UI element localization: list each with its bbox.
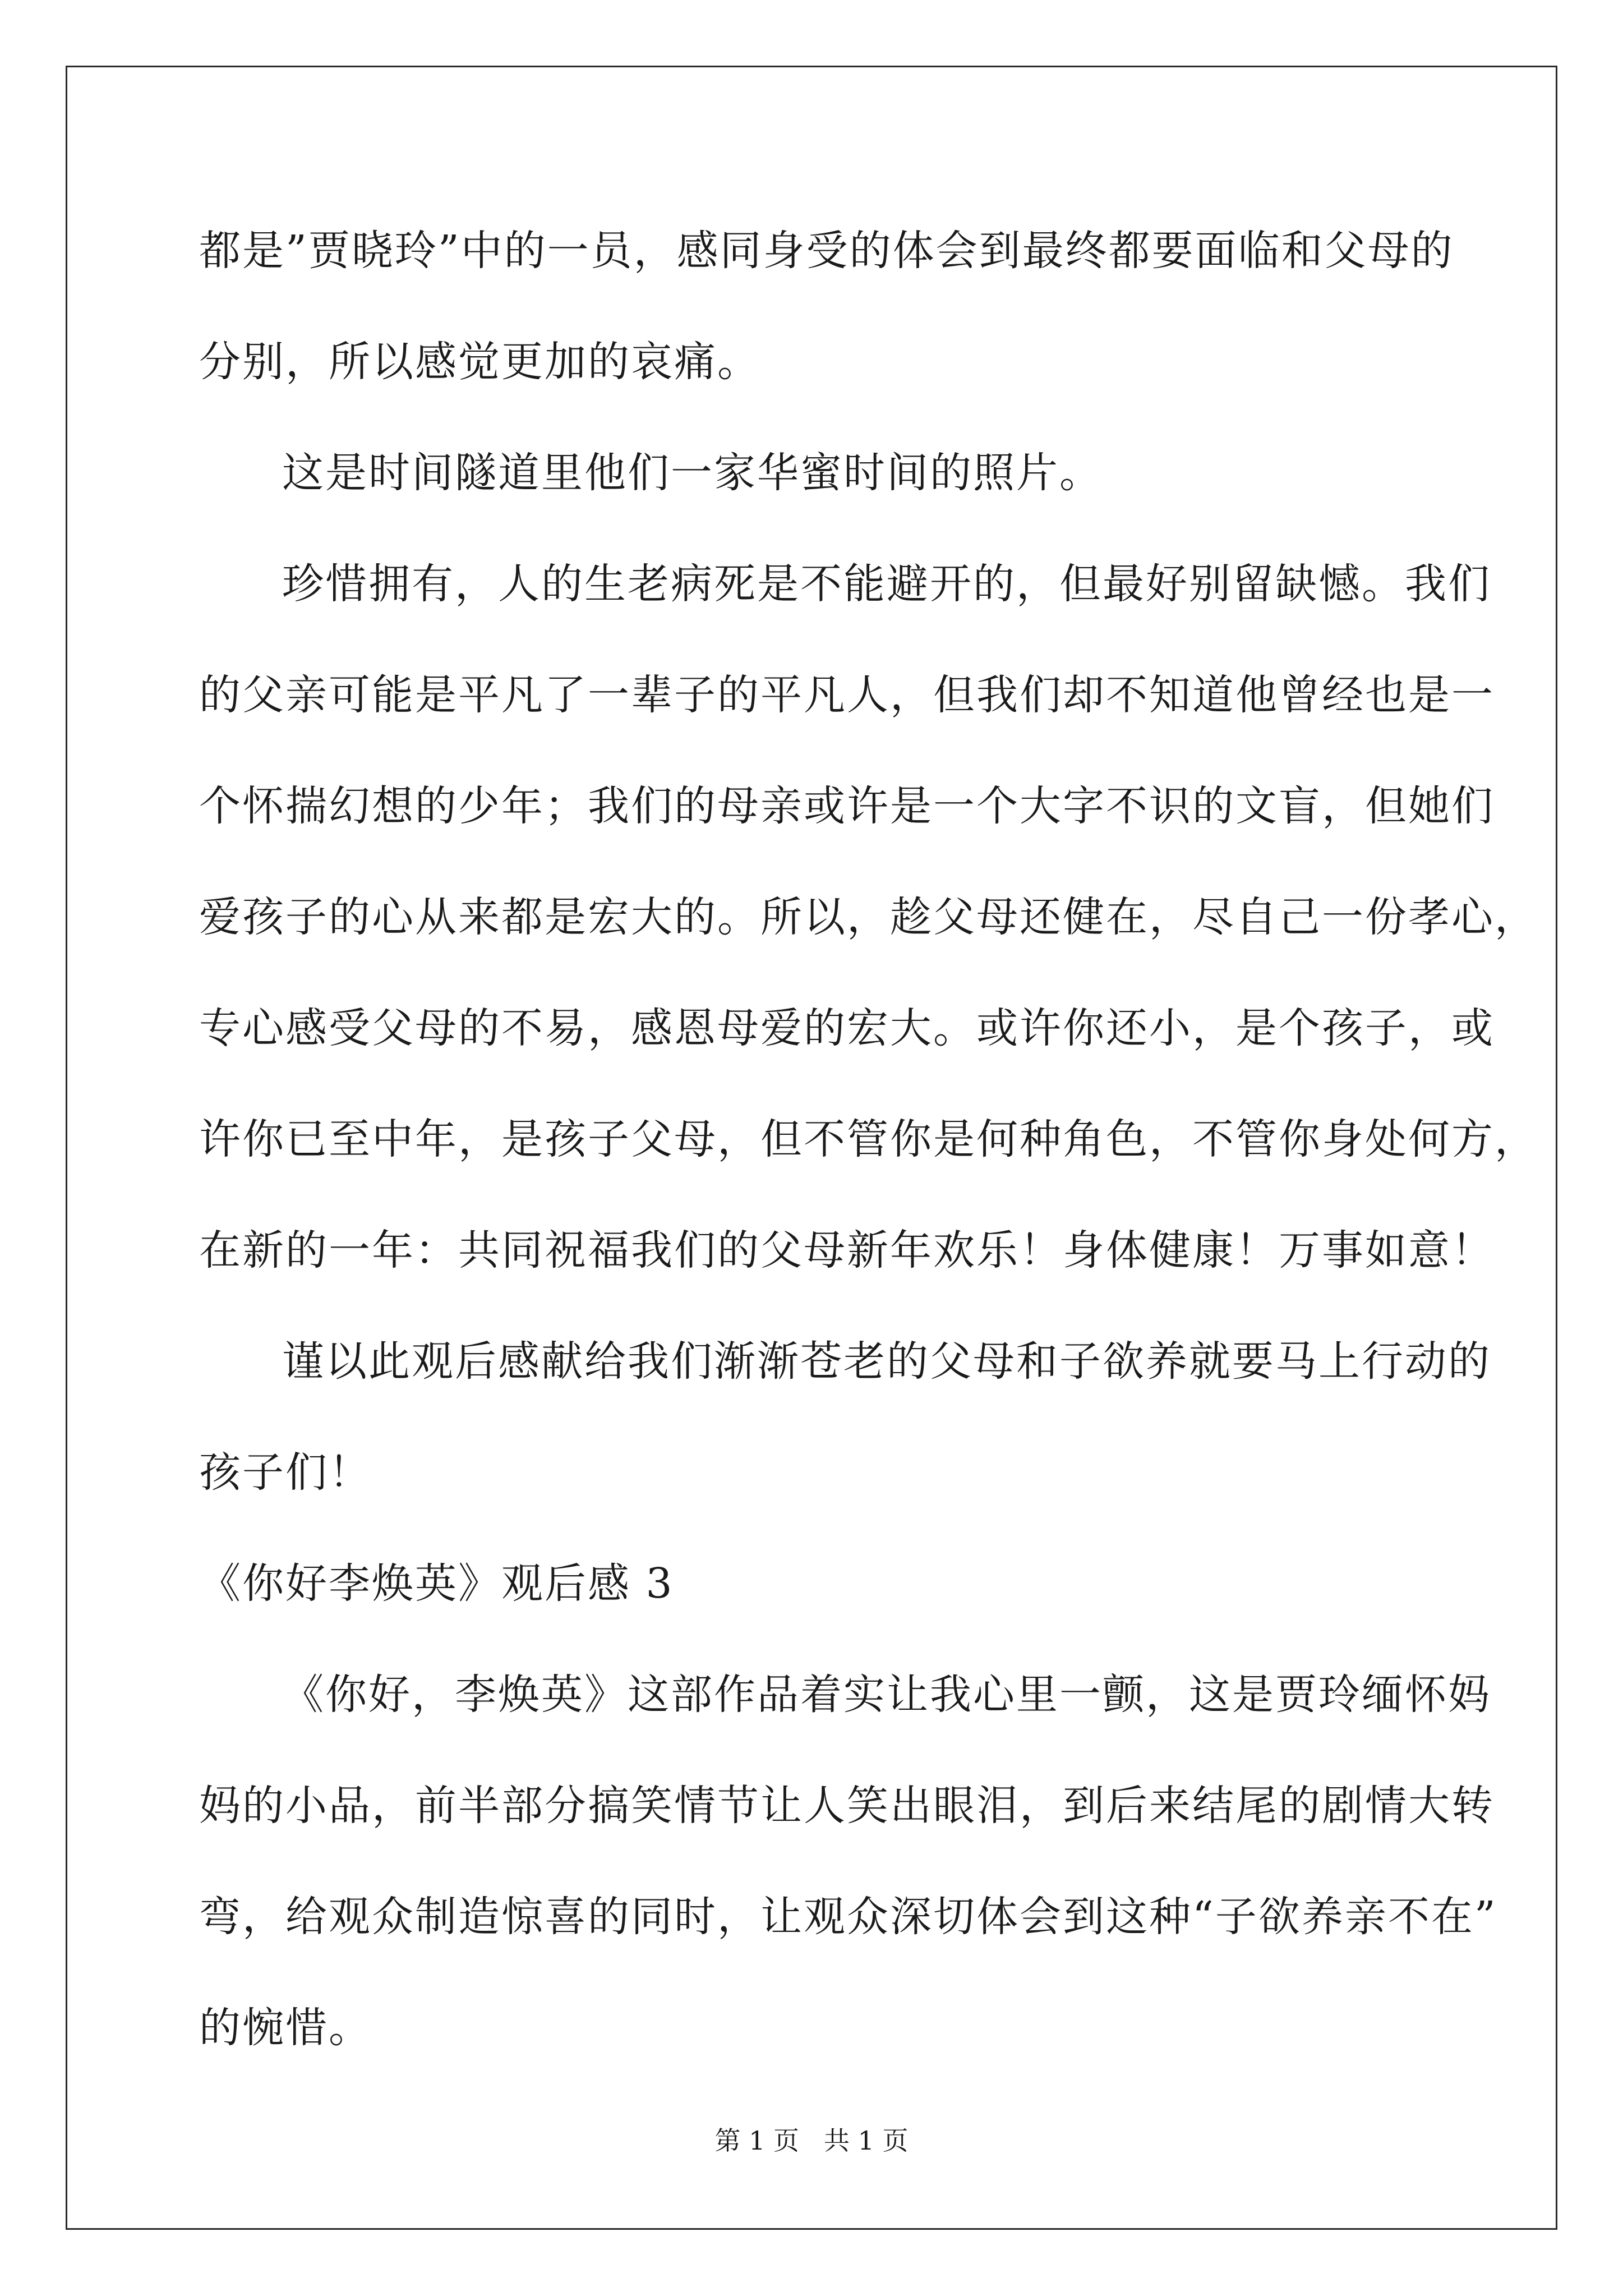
page-number-current: 第 1 页 xyxy=(714,2125,799,2156)
paragraph-line: 《你好，李焕英》这部作品着实让我心里一颤，这是贾玲缅怀妈 xyxy=(282,1671,1491,1719)
page-footer xyxy=(0,2120,1623,2157)
paragraph-line: 的惋惜。 xyxy=(199,2004,372,2052)
paragraph-line: 许你已至中年，是孩子父母，但不管你是何种角色，不管你身处何方， xyxy=(199,1115,1538,1163)
section-heading: 《你好李焕英》观后感 3 xyxy=(199,1559,674,1608)
paragraph-line: 妈的小品，前半部分搞笑情节让人笑出眼泪，到后来结尾的剧情大转 xyxy=(199,1782,1495,1830)
paragraph-line: 都是”贾晓玲”中的一员，感同身受的体会到最终都要面临和父母的 xyxy=(199,227,1454,275)
paragraph-line: 爱孩子的心从来都是宏大的。所以，趁父母还健在，尽自己一份孝心， xyxy=(199,893,1538,941)
paragraph-line: 个怀揣幻想的少年；我们的母亲或许是一个大字不识的文盲，但她们 xyxy=(199,782,1495,830)
paragraph-line: 的父亲可能是平凡了一辈子的平凡人，但我们却不知道他曾经也是一 xyxy=(199,671,1495,719)
paragraph-line: 谨以此观后感献给我们渐渐苍老的父母和子欲养就要马上行动的 xyxy=(282,1337,1491,1386)
document-body xyxy=(199,209,1538,2097)
paragraph-line: 在新的一年：共同祝福我们的父母新年欢乐！身体健康！万事如意！ xyxy=(199,1226,1495,1274)
page-number-total: 共 1 页 xyxy=(824,2125,909,2156)
paragraph-line: 专心感受父母的不易，感恩母爱的宏大。或许你还小，是个孩子，或 xyxy=(199,1004,1495,1052)
paragraph-line: 孩子们！ xyxy=(199,1448,372,1497)
paragraph-line: 这是时间隧道里他们一家华蜜时间的照片。 xyxy=(282,449,1103,497)
paragraph-line: 珍惜拥有，人的生老病死是不能避开的，但最好别留缺憾。我们 xyxy=(282,560,1491,608)
paragraph-line: 分别，所以感觉更加的哀痛。 xyxy=(199,338,760,386)
paragraph-line: 弯，给观众制造惊喜的同时，让观众深切体会到这种“子欲养亲不在” xyxy=(199,1893,1497,1941)
